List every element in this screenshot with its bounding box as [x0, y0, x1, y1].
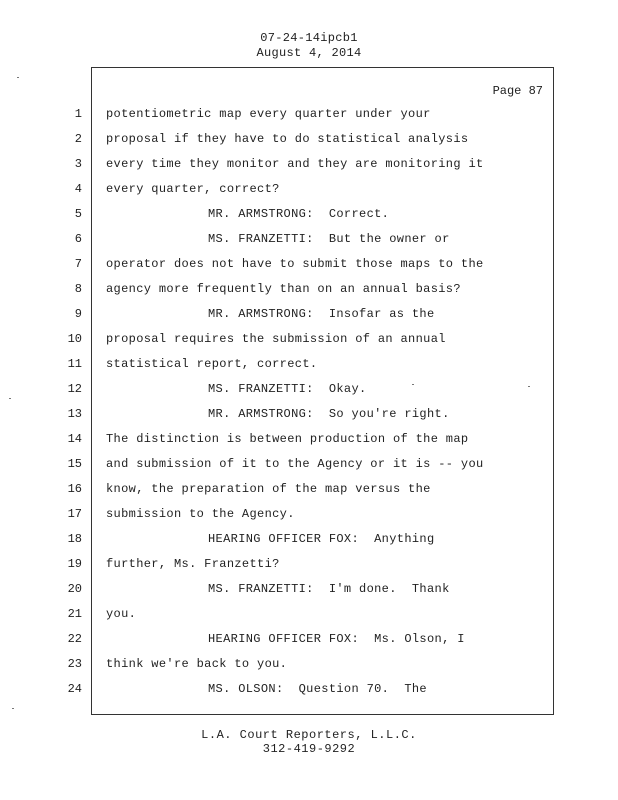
transcript-line	[0, 557, 618, 582]
line-text: MR. ARMSTRONG: Insofar as the	[208, 307, 435, 321]
line-text: HEARING OFFICER FOX: Anything	[208, 532, 435, 546]
transcript-line	[0, 607, 618, 632]
line-number: 21	[67, 607, 82, 621]
transcript-line	[0, 407, 618, 432]
line-number: 4	[74, 182, 82, 196]
scan-speck	[9, 398, 11, 399]
line-text: you.	[106, 607, 137, 621]
line-number: 7	[74, 257, 82, 271]
transcript-line	[0, 332, 618, 357]
scan-speck	[12, 708, 14, 709]
line-number: 22	[67, 632, 82, 646]
line-text: MS. FRANZETTI: Okay.	[208, 382, 367, 396]
line-number: 16	[67, 482, 82, 496]
line-text: proposal requires the submission of an annual	[106, 332, 446, 346]
reporter-phone: 312-419-9292	[262, 742, 356, 756]
line-number: 14	[67, 432, 82, 446]
line-text: every time they monitor and they are monitoring it	[106, 157, 484, 171]
line-number: 17	[67, 507, 82, 521]
reporter-name: L.A. Court Reporters, L.L.C.	[201, 728, 417, 742]
line-text: HEARING OFFICER FOX: Ms. Olson, I	[208, 632, 465, 646]
line-number: 6	[74, 232, 82, 246]
transcript-line	[0, 432, 618, 457]
line-number: 5	[74, 207, 82, 221]
transcript-line	[0, 682, 618, 707]
line-text: every quarter, correct?	[106, 182, 280, 196]
line-number: 1	[74, 107, 82, 121]
transcript-line	[0, 207, 618, 232]
transcript-line	[0, 657, 618, 682]
document-code: 07-24-14ipcb1	[260, 31, 358, 45]
line-number: 8	[74, 282, 82, 296]
transcript-line	[0, 182, 618, 207]
line-number: 15	[67, 457, 82, 471]
transcript-line	[0, 282, 618, 307]
line-text: MR. ARMSTRONG: So you're right.	[208, 407, 450, 421]
line-number: 19	[67, 557, 82, 571]
line-text: statistical report, correct.	[106, 357, 318, 371]
line-number: 23	[67, 657, 82, 671]
line-number: 10	[67, 332, 82, 346]
line-text: The distinction is between production of the map	[106, 432, 469, 446]
transcript-line	[0, 457, 618, 482]
line-number: 20	[67, 582, 82, 596]
line-text: proposal if they have to do statistical analysis	[106, 132, 469, 146]
transcript-line	[0, 632, 618, 657]
scan-speck	[17, 77, 19, 78]
line-text: MR. ARMSTRONG: Correct.	[208, 207, 390, 221]
line-text: agency more frequently than on an annual basis?	[106, 282, 461, 296]
line-number: 9	[74, 307, 82, 321]
transcript-line	[0, 482, 618, 507]
line-number: 3	[74, 157, 82, 171]
transcript-line	[0, 307, 618, 332]
line-text: potentiometric map every quarter under your	[106, 107, 431, 121]
line-text: think we're back to you.	[106, 657, 288, 671]
document-date: August 4, 2014	[256, 46, 362, 60]
line-text: MS. FRANZETTI: I'm done. Thank	[208, 582, 450, 596]
line-number: 11	[67, 357, 82, 371]
line-text: operator does not have to submit those maps to the	[106, 257, 484, 271]
line-number: 18	[67, 532, 82, 546]
scan-speck	[412, 384, 414, 385]
transcript-line	[0, 507, 618, 532]
transcript-line	[0, 532, 618, 557]
line-text: further, Ms. Franzetti?	[106, 557, 280, 571]
line-number: 13	[67, 407, 82, 421]
transcript-line	[0, 357, 618, 382]
transcript-line	[0, 382, 618, 407]
transcript-line	[0, 257, 618, 282]
line-text: and submission of it to the Agency or it is -- you	[106, 457, 484, 471]
transcript-line	[0, 232, 618, 257]
page-number: Page 87	[492, 84, 543, 98]
line-number: 12	[67, 382, 82, 396]
line-text: MS. FRANZETTI: But the owner or	[208, 232, 450, 246]
line-number: 2	[74, 132, 82, 146]
transcript-line	[0, 582, 618, 607]
line-text: submission to the Agency.	[106, 507, 295, 521]
line-text: know, the preparation of the map versus the	[106, 482, 431, 496]
transcript-line	[0, 157, 618, 182]
line-text: MS. OLSON: Question 70. The	[208, 682, 427, 696]
scan-speck	[528, 386, 530, 387]
transcript-line	[0, 107, 618, 132]
line-number: 24	[67, 682, 82, 696]
transcript-line	[0, 132, 618, 157]
